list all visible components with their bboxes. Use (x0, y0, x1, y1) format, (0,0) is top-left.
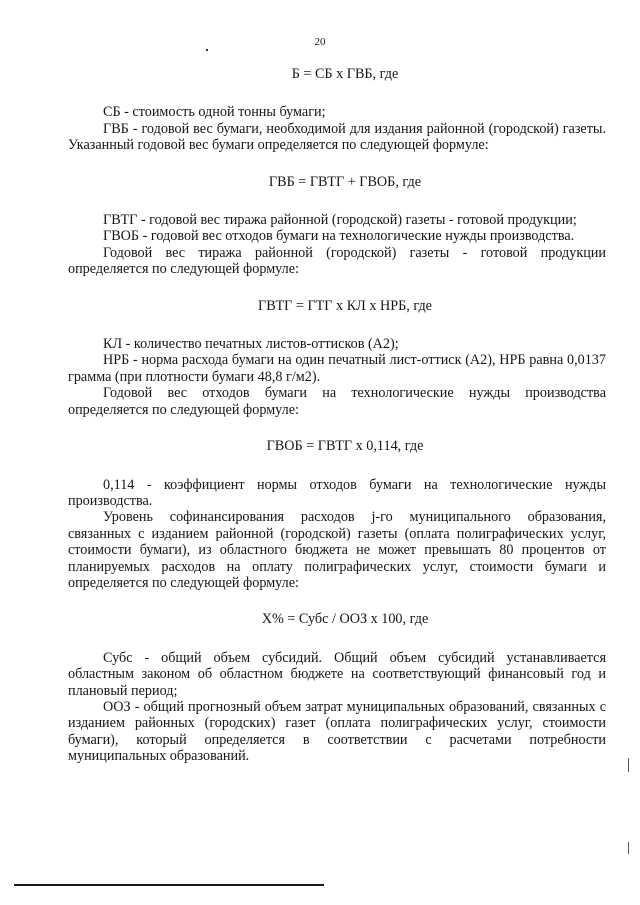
paragraph-gvob-intro: Годовой вес отходов бумаги на технологические нужды производства определяется по следующей формуле: (68, 385, 606, 418)
paragraph-cofinancing: Уровень софинансирования расходов j-го муниципального образования, связанных с изданием районной (городской) газеты (оплата полиграфических услуг, стоимости бумаги), из областного бюджета не может превышать 80 процентов от планируемых расходов на оплату полиграфических услуг, стоимости бумаги и определяется по следующей формуле: (68, 509, 606, 591)
formula-percent: Х% = Субс / ООЗ х 100, где (261, 611, 429, 628)
definition-ooz: ООЗ - общий прогнозный объем затрат муниципальных образований, связанных с изданием районных (городских) газет (оплата полиграфических услуг, стоимости бумаги), который определяется в соответствии с расчетами потребности муниципальных образований. (68, 698, 606, 765)
definition-subs: Субс - общий объем субсидий. Общий объем субсидий устанавливается областным законом об областном бюджете на соответствующий финансовый год и плановый период; (68, 649, 606, 699)
margin-mark-bottom (628, 842, 629, 854)
page-number: 20 (314, 36, 326, 48)
definition-nrb: НРБ - норма расхода бумаги на один печатный лист-оттиск (А2), НРБ равна 0,0137 грамма (при плотности бумаги 48,8 г/м2). (68, 352, 606, 385)
scan-speck (206, 49, 208, 51)
definition-gvb: ГВБ - годовой вес бумаги, необходимой для издания районной (городской) газеты. Указанный годовой вес бумаги определяется по следующей формуле: (68, 120, 606, 154)
paragraph-gvtg-intro: Годовой вес тиража районной (городской) газеты - готовой продукции определяется по следующей формуле: (68, 244, 606, 278)
formula-gvob: ГВОБ = ГВТГ х 0,114, где (266, 438, 424, 455)
margin-mark-top (628, 758, 629, 772)
formula-gvtg: ГВТГ = ГТГ х КЛ х НРБ, где (258, 297, 432, 314)
definition-gvob: ГВОБ - годовой вес отходов бумаги на технологические нужды производства. (103, 228, 575, 245)
bottom-rule (14, 884, 324, 886)
definition-coefficient: 0,114 - коэффициент нормы отходов бумаги на технологические нужды производства. (68, 476, 606, 509)
formula-paper-cost: Б = СБ х ГВБ, где (291, 66, 399, 82)
formula-gvb: ГВБ = ГВТГ + ГВОБ, где (268, 173, 422, 190)
definition-sb: СБ - стоимость одной тонны бумаги; (103, 104, 326, 121)
document-body (68, 66, 606, 765)
definition-gvtg: ГВТГ - годовой вес тиража районной (городской) газеты - готовой продукции; (103, 212, 577, 229)
definition-kl: КЛ - количество печатных листов-оттисков (А2); (103, 336, 399, 353)
